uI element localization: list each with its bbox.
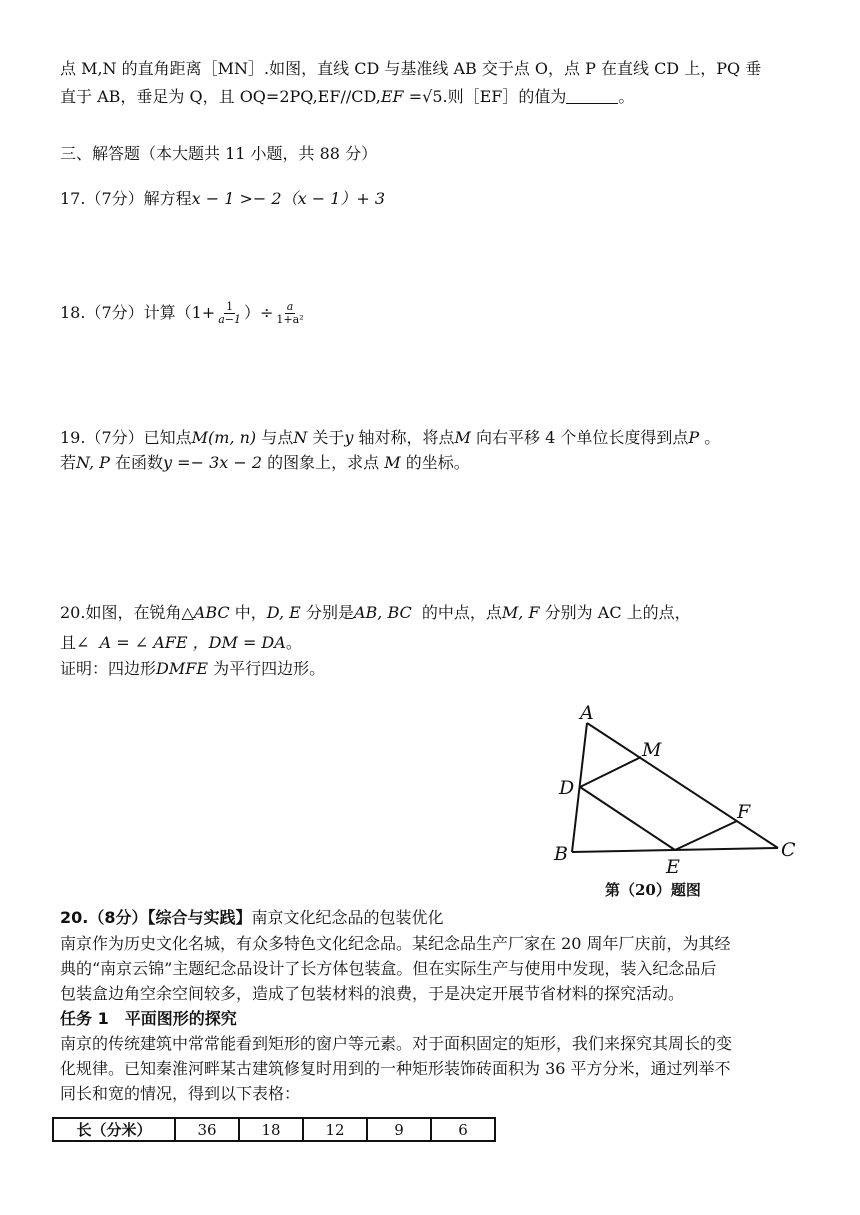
q19-point-n: N: [293, 428, 308, 447]
q20-triangle-abc: ABC: [193, 603, 230, 622]
q20-text-b: 中，: [234, 603, 267, 622]
q20-points-de: D, E: [266, 603, 301, 622]
q16-line2-end: 。: [618, 87, 635, 106]
question-20-line3: [60, 656, 325, 679]
q19-text-g: 若: [60, 453, 77, 472]
q16-line2-rest: =√5.则［EF］的值为: [403, 87, 567, 106]
task1-heading: 任务 1 平面图形的探究: [60, 1009, 237, 1028]
triangle-figure: [540, 690, 810, 880]
practice-p3: 包装盒边角空余空间较多，造成了包装材料的浪费，于是决定开展节省材料的探究活动。: [60, 984, 685, 1003]
length-table: [52, 1117, 496, 1142]
q19-y-axis: y: [344, 428, 354, 447]
answer-blank[interactable]: [566, 89, 618, 104]
q19-text-i: 的图象上，求点: [267, 453, 380, 472]
label-c: C: [781, 839, 796, 861]
q16-line2-text: 直于 AB，垂足为 Q，且 OQ=2PQ,EF//CD,: [60, 87, 381, 106]
q20-text-f: 且∠: [60, 633, 90, 652]
q19-point-m3: M: [384, 453, 401, 472]
section-heading: [60, 141, 377, 164]
q16-ef-symbol: EF: [380, 87, 404, 106]
q20-condition: A = ∠ AFE ，DM = DA: [99, 633, 286, 652]
table-cell: 18: [239, 1118, 303, 1141]
q19-point-m2: M: [454, 428, 471, 447]
q19-text-h: 在函数: [115, 453, 164, 472]
q20-points-mf: M, F: [501, 603, 540, 622]
q18-fraction-2: [274, 301, 305, 326]
practice-p1: 南京作为历史文化名城，有众多特色文化纪念品。某纪念品生产厂家在 20 周年厂庆前，为其经: [60, 934, 731, 953]
question-20-line1: [60, 600, 691, 623]
practice-p5: 化规律。已知秦淮河畔某古建筑修复时用到的一种矩形装饰砖面积为 36 平方分米，通过列举不: [60, 1059, 731, 1078]
table-row: [53, 1118, 495, 1141]
question-19-line1: [60, 425, 720, 448]
section-heading-text: 三、解答题（本大题共 11 小题，共 88 分）: [60, 144, 378, 163]
q19-text-e: 向右平移 4 个单位长度得到点: [476, 428, 689, 447]
figure-caption: 第（20）题图: [605, 881, 701, 899]
q18-fraction-1-num: 1: [226, 300, 234, 313]
q20-text-h: 证明：四边形: [60, 659, 157, 678]
label-f: F: [737, 801, 751, 823]
table-cell: 12: [303, 1118, 367, 1141]
label-e: E: [666, 856, 680, 878]
q19-text-j: 的坐标。: [405, 453, 470, 472]
practice-p6: 同长和宽的情况，得到以下表格：: [60, 1084, 301, 1103]
segment-ac: [587, 723, 778, 848]
question-19-line2: [60, 450, 470, 473]
q20-quad: DMFE: [156, 659, 209, 678]
segment-ef: [675, 821, 737, 850]
label-d: D: [559, 777, 575, 799]
q20-text-g: 。: [285, 633, 302, 652]
table-cell: 36: [175, 1118, 239, 1141]
question-17: [60, 186, 385, 209]
q20-segments: AB, BC: [353, 603, 412, 622]
q16-line2: [60, 84, 634, 107]
q20-text-e: 分别为 AC 上的点，: [544, 603, 691, 622]
q18-prefix: 18.（7分）计算（1+: [60, 303, 216, 322]
label-b: B: [554, 843, 568, 865]
q18-mid: ）÷: [244, 303, 274, 322]
practice-title-a: 20.（8分）【综合与实践】: [60, 908, 252, 927]
q20-text-a: 20.如图，在锐角△: [60, 603, 194, 622]
q19-text-b: 与点: [261, 428, 294, 447]
practice-title: [60, 905, 444, 928]
q18-fraction-1-den: a−1: [218, 313, 241, 326]
segment-dm: [580, 757, 641, 787]
q16-line1-text: 点 M,N 的直角距离［MN］.如图，直线 CD 与基准线 AB 交于点 O，点 P 在直线 CD 上，PQ 垂: [60, 59, 762, 78]
q16-line1: [60, 56, 761, 79]
table-header-length: 长（分米）: [53, 1118, 175, 1141]
q19-text-d: 轴对称，将点: [358, 428, 455, 447]
q20-text-i: 为平行四边形。: [213, 659, 326, 678]
q17-expression: x − 1 >− 2（x − 1）+ 3: [191, 189, 386, 208]
practice-p2: 典的“南京云锦”主题纪念品设计了长方体包装盒。但在实际生产与使用中发现，装入纪念品后: [60, 959, 717, 978]
q19-points-np: N, P: [76, 453, 110, 472]
q18-fraction-2-den: 1+a²: [276, 313, 304, 326]
q19-function: y =− 3x − 2: [163, 453, 263, 472]
segment-ab: [572, 723, 587, 852]
label-a: A: [580, 702, 594, 724]
q20-text-d: 的中点，点: [421, 603, 502, 622]
segment-de: [580, 787, 675, 850]
q19-text-c: 关于: [312, 428, 345, 447]
practice-title-b: 南京文化纪念品的包装优化: [251, 908, 444, 927]
q19-point-m: M(m, n): [191, 428, 257, 447]
q19-text-a: 19.（7分）已知点: [60, 428, 192, 447]
table-cell: 6: [431, 1118, 495, 1141]
question-20-line2: [60, 630, 302, 653]
q20-text-c: 分别是: [305, 603, 354, 622]
table-cell: 9: [367, 1118, 431, 1141]
label-m: M: [642, 739, 662, 761]
q18-fraction-2-num: a: [286, 300, 294, 313]
q17-prefix: 17.（7分）解方程: [60, 189, 192, 208]
practice-p4: 南京的传统建筑中常常能看到矩形的窗户等元素。对于面积固定的矩形，我们来探究其周长的变: [60, 1034, 733, 1053]
q18-fraction-1: [216, 301, 243, 326]
q19-point-p: P: [688, 428, 700, 447]
question-18: [60, 300, 307, 326]
q19-text-f: 。: [704, 428, 721, 447]
